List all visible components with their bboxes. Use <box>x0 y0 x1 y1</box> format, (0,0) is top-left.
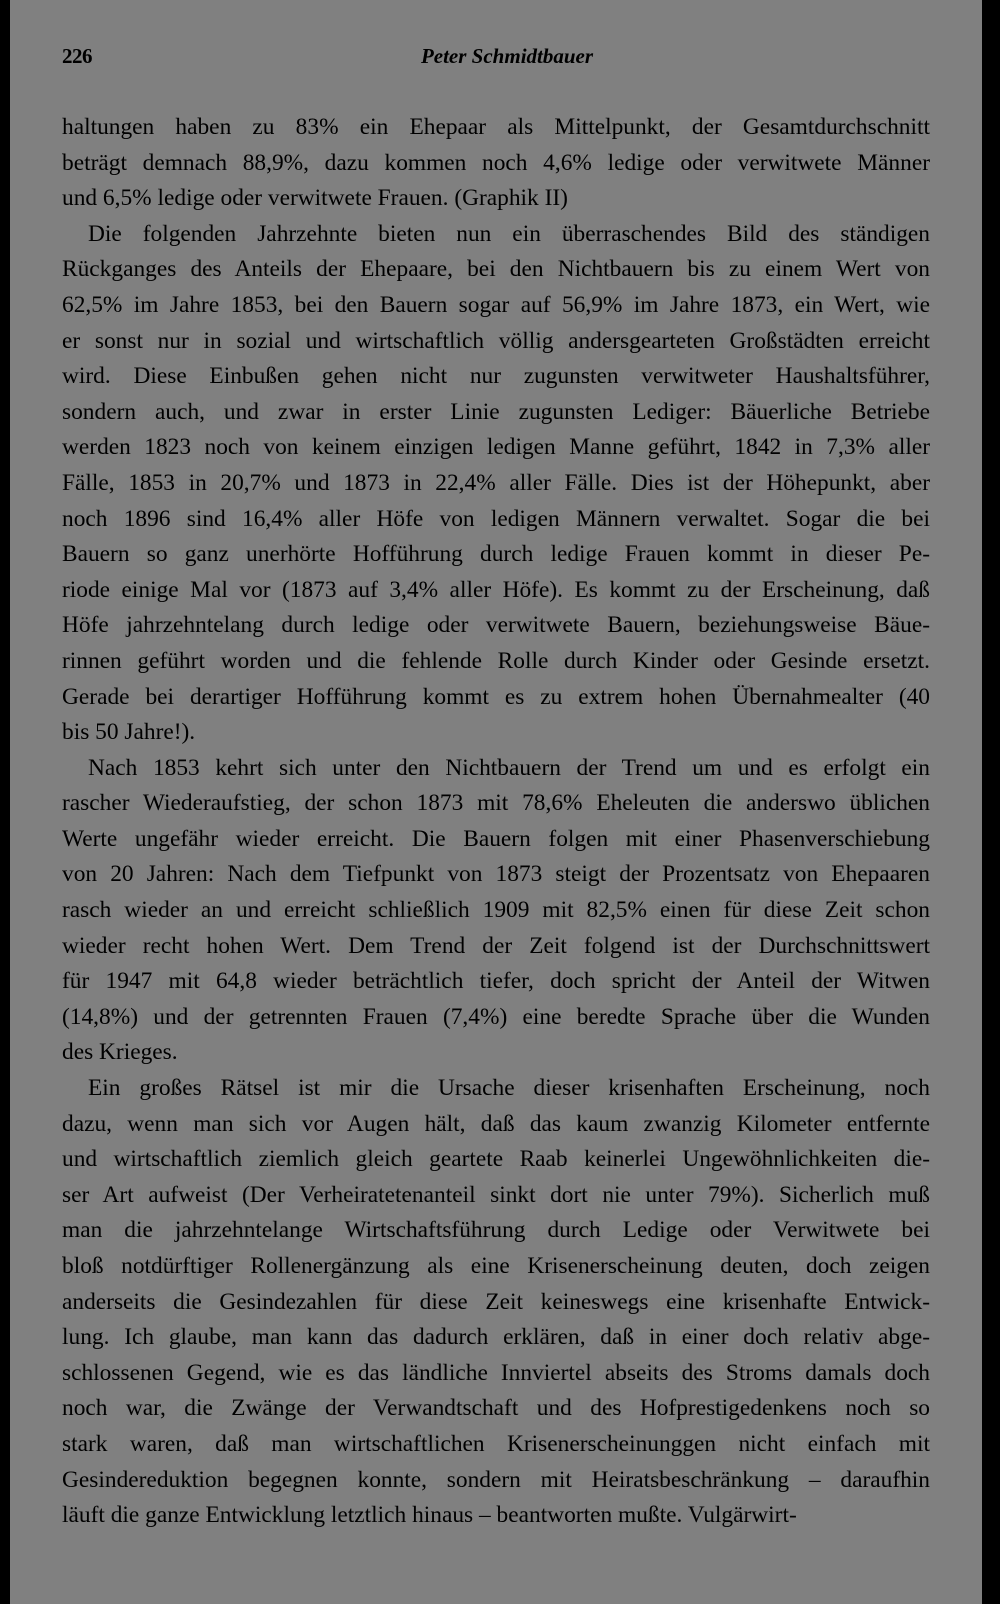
text-line: schlossenen Gegend, wie es das ländliche Innviertel abseits des Stroms damals doch <box>62 1359 930 1386</box>
text-line: und 6,5% ledige oder verwitwete Frauen. (Graphik II) <box>62 185 568 212</box>
text-line: Höfe jahrzehntelang durch ledige oder verwitwete Bauern, beziehungsweise Bäue- <box>62 612 930 639</box>
text-line: bloß notdürftiger Rollenergänzung als eine Krisenerscheinung deuten, doch zeigen <box>62 1253 930 1279</box>
text-line: Fälle, 1853 in 20,7% und 1873 in 22,4% aller Fälle. Dies ist der Höhepunkt, aber <box>62 469 930 496</box>
running-head <box>62 44 922 74</box>
text-line: haltungen haben zu 83% ein Ehepaar als Mittelpunkt, der Gesamtdurchschnitt <box>62 114 930 140</box>
text-line: werden 1823 noch von keinem einzigen ledigen Manne geführt, 1842 in 7,3% aller <box>62 434 930 461</box>
text-line: Werte ungefähr wieder erreicht. Die Bauern folgen mit einer Phasenverschiebung <box>62 825 930 852</box>
text-line: rinnen geführt worden und die fehlende Rolle durch Kinder oder Gesinde ersetzt. <box>62 647 930 674</box>
text-line: Nach 1853 kehrt sich unter den Nichtbauern der Trend um und es erfolgt ein <box>88 754 930 781</box>
text-line: Bauern so ganz unerhörte Hofführung durch ledige Frauen kommt in dieser Pe- <box>62 541 930 568</box>
text-line: (14,8%) und der getrennten Frauen (7,4%) eine beredte Sprache über die Wunden <box>62 1003 930 1030</box>
text-line: bis 50 Jahre!). <box>62 719 196 746</box>
text-line: und wirtschaftlich ziemlich gleich geartete Raab keinerlei Ungewöhnlichkeiten die- <box>62 1146 930 1173</box>
text-line: Die folgenden Jahrzehnte bieten nun ein überraschendes Bild des ständigen <box>88 220 930 247</box>
book-page <box>10 0 982 1604</box>
text-line: für 1947 mit 64,8 wieder beträchtlich tiefer, doch spricht der Anteil der Witwen <box>62 968 930 995</box>
page-number: 226 <box>62 44 92 68</box>
text-line: er sonst nur in sozial und wirtschaftlich völlig andersgearteten Großstädten erreicht <box>62 327 930 354</box>
text-line: noch 1896 sind 16,4% aller Höfe von ledigen Männern verwaltet. Sogar die bei <box>62 505 930 532</box>
text-line: lung. Ich glaube, man kann das dadurch erklären, daß in einer doch relativ abge- <box>62 1324 930 1351</box>
text-line: sondern auch, und zwar in erster Linie zugunsten Lediger: Bäuerliche Betriebe <box>62 398 930 425</box>
text-line: rasch wieder an und erreicht schließlich 1909 mit 82,5% einen für diese Zeit schon <box>62 897 930 924</box>
text-line: Ein großes Rätsel ist mir die Ursache dieser krisenhaften Erscheinung, noch <box>88 1075 930 1102</box>
text-line: ser Art aufweist (Der Verheiratetenanteil sinkt dort nie unter 79%). Sicherlich muß <box>62 1181 930 1208</box>
paragraph <box>62 751 930 1071</box>
text-line: des Krieges. <box>62 1039 178 1066</box>
text-line: anderseits die Gesindezahlen für diese Zeit keineswegs eine krisenhafte Entwick- <box>62 1288 930 1315</box>
text-line: Rückganges des Anteils der Ehepaare, bei den Nichtbauern bis zu einem Wert von <box>62 256 930 283</box>
text-line: Gesindereduktion begegnen konnte, sondern mit Heiratsbeschränkung – daraufhin <box>62 1466 930 1493</box>
text-line: rascher Wiederaufstieg, der schon 1873 mit 78,6% Eheleuten die anderswo üblichen <box>62 790 930 817</box>
paragraph <box>62 1071 930 1534</box>
paragraph <box>62 110 930 217</box>
text-line: Gerade bei derartiger Hofführung kommt es zu extrem hohen Übernahmealter (40 <box>62 683 930 710</box>
paragraph <box>62 217 930 751</box>
running-title: Peter Schmidtbauer <box>420 44 594 68</box>
body-text <box>62 110 930 1534</box>
text-line: beträgt demnach 88,9%, dazu kommen noch 4,6% ledige oder verwitwete Männer <box>62 149 930 176</box>
text-line: riode einige Mal vor (1873 auf 3,4% aller Höfe). Es kommt zu der Erscheinung, daß <box>62 576 930 603</box>
text-line: wird. Diese Einbußen gehen nicht nur zugunsten verwitweter Haushaltsführer, <box>62 363 930 390</box>
text-line: dazu, wenn man sich vor Augen hält, daß das kaum zwanzig Kilometer entfernte <box>62 1110 930 1137</box>
text-line: man die jahrzehntelange Wirtschaftsführung durch Ledige oder Verwitwete bei <box>62 1217 930 1244</box>
text-line: stark waren, daß man wirtschaftlichen Krisenerscheinunggen nicht einfach mit <box>62 1430 930 1457</box>
text-line: läuft die ganze Entwicklung letztlich hinaus – beantworten mußte. Vulgärwirt- <box>62 1502 797 1529</box>
text-line: noch war, die Zwänge der Verwandtschaft und des Hofprestigedenkens noch so <box>62 1395 930 1422</box>
text-line: von 20 Jahren: Nach dem Tiefpunkt von 1873 steigt der Prozentsatz von Ehepaaren <box>62 861 930 888</box>
text-line: 62,5% im Jahre 1853, bei den Bauern sogar auf 56,9% im Jahre 1873, ein Wert, wie <box>62 291 930 318</box>
text-line: wieder recht hohen Wert. Dem Trend der Zeit folgend ist der Durchschnittswert <box>62 932 930 959</box>
